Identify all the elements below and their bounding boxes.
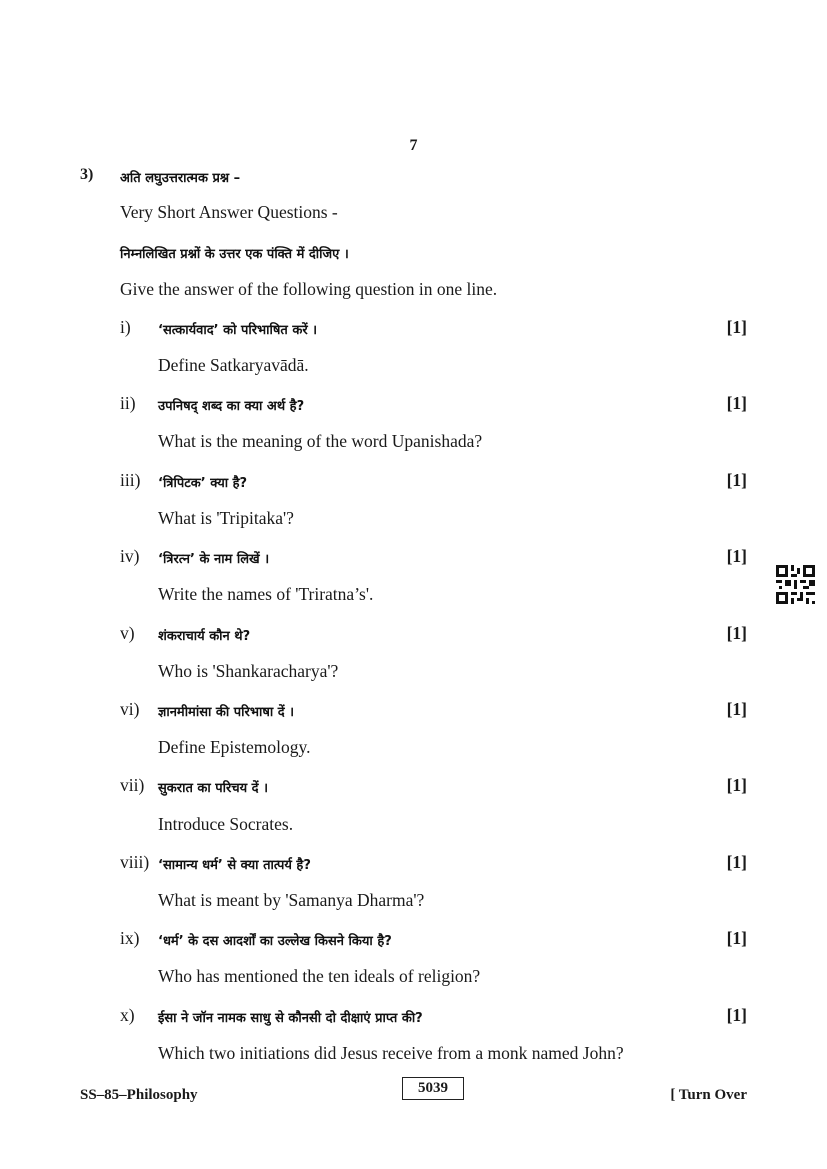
instruction-english: Give the answer of the following question in one line.	[120, 279, 498, 299]
question-marks: [1]	[726, 546, 747, 566]
question-english: Write the names of 'Triratna’s'.	[158, 584, 374, 604]
question-number: iv)	[120, 546, 140, 566]
question-english: Define Satkaryavādā.	[158, 355, 309, 375]
question-marks: [1]	[726, 470, 747, 490]
question-hindi: ज्ञानमीमांसा की परिभाषा दें ।	[158, 705, 295, 720]
question-hindi: ‘त्रिरत्न’ के नाम लिखें ।	[158, 552, 270, 567]
question-number: viii)	[120, 852, 150, 872]
qr-code-icon	[776, 565, 815, 604]
question-english: What is meant by 'Samanya Dharma'?	[158, 890, 425, 910]
question-english: Which two initiations did Jesus receive from a monk named John?	[158, 1043, 624, 1063]
question-number: v)	[120, 623, 135, 643]
footer-page-code: 5039	[402, 1077, 464, 1100]
question-number: x)	[120, 1005, 135, 1025]
question-number: vii)	[120, 775, 145, 795]
question-marks: [1]	[726, 393, 747, 413]
question-hindi: ‘सामान्य धर्म’ से क्या तात्पर्य है?	[158, 858, 311, 873]
question-number: ii)	[120, 393, 136, 413]
question-hindi: ईसा ने जॉन नामक साधु से कौनसी दो दीक्षाएं प्राप्त की?	[158, 1011, 423, 1026]
question-english: What is the meaning of the word Upanishada?	[158, 431, 483, 451]
question-hindi: ‘सत्कार्यवाद’ को परिभाषित करें ।	[158, 323, 318, 338]
question-hindi: ‘धर्म’ के दस आदर्शों का उल्लेख किसने किया है?	[158, 934, 392, 949]
question-marks: [1]	[726, 928, 747, 948]
question-marks: [1]	[726, 317, 747, 337]
section-number: 3)	[80, 166, 94, 183]
question-hindi: उपनिषद् शब्द का क्या अर्थ है?	[158, 399, 305, 414]
question-hindi: शंकराचार्य कौन थे?	[158, 629, 251, 644]
question-english: Who has mentioned the ten ideals of religion?	[158, 966, 481, 986]
question-english: What is 'Tripitaka'?	[158, 508, 294, 528]
page-number: 7	[409, 137, 418, 154]
question-marks: [1]	[726, 852, 747, 872]
question-english: Define Epistemology.	[158, 737, 311, 757]
question-number: i)	[120, 317, 131, 337]
question-marks: [1]	[726, 623, 747, 643]
instruction-hindi: निम्नलिखित प्रश्नों के उत्तर एक पंक्ति में दीजिए ।	[120, 247, 349, 262]
footer-paper-code: SS–85–Philosophy	[80, 1087, 198, 1103]
question-marks: [1]	[726, 1005, 747, 1025]
question-english: Introduce Socrates.	[158, 814, 294, 834]
question-number: vi)	[120, 699, 140, 719]
section-title-english: Very Short Answer Questions -	[120, 202, 338, 222]
footer-turn-over: [ Turn Over	[670, 1087, 747, 1103]
question-marks: [1]	[726, 775, 747, 795]
section-title-hindi: अति लघुउत्तरात्मक प्रश्न –	[120, 171, 241, 186]
question-number: iii)	[120, 470, 141, 490]
question-hindi: सुकरात का परिचय दें ।	[158, 781, 269, 796]
question-marks: [1]	[726, 699, 747, 719]
question-english: Who is 'Shankaracharya'?	[158, 661, 339, 681]
question-hindi: ‘त्रिपिटक’ क्या है?	[158, 476, 248, 491]
question-number: ix)	[120, 928, 140, 948]
